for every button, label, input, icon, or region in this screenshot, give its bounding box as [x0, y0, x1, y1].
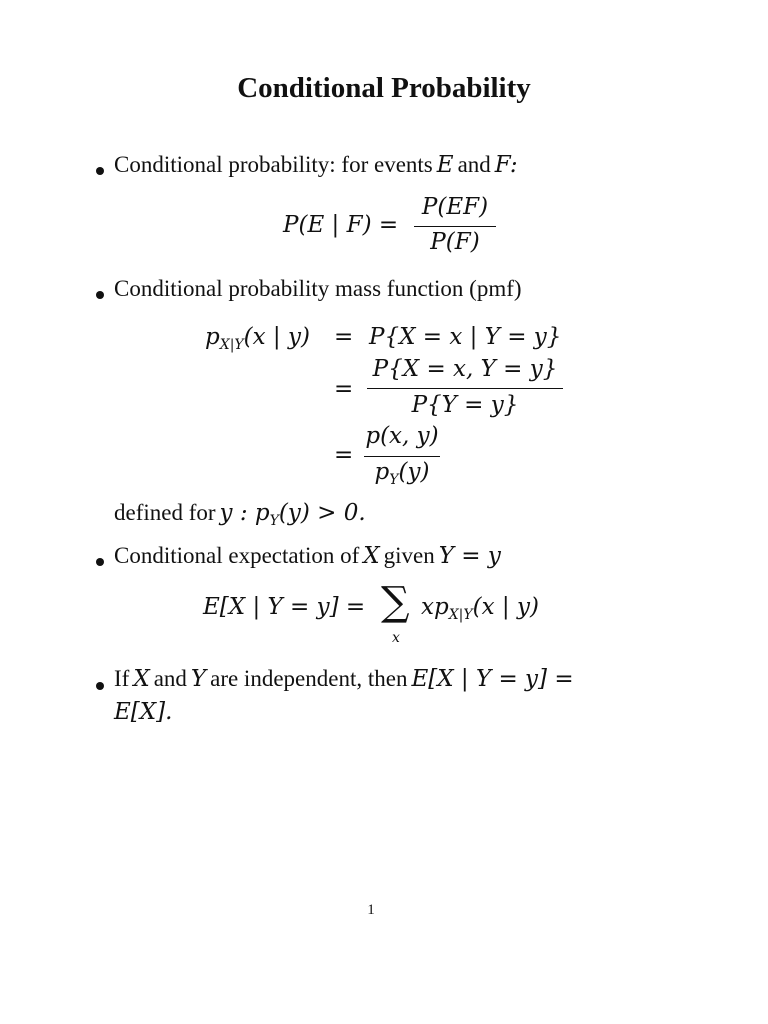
pmf-line3-den-rest: (y) [398, 459, 430, 485]
bullet-4-dot [96, 682, 104, 690]
pmf-line3-den-p: p [374, 459, 390, 485]
cond-prob-lhs: P(E | F) = [283, 212, 399, 238]
expectation-rhs-sub: X|Y [448, 607, 473, 623]
bullet-4-line-2: E[X]. [114, 699, 173, 725]
bullet-1-dot [96, 167, 104, 175]
pmf-line3-denominator [364, 459, 440, 488]
pmf-eq-3: = [334, 442, 354, 468]
pmf-lhs-p: p [205, 324, 220, 350]
summation-index: x [392, 630, 400, 646]
defined-for-line [114, 500, 366, 529]
bullet-3-line [114, 543, 501, 569]
pmf-line3-numerator: p(x, y) [365, 423, 439, 449]
pmf-eq-1: = [334, 324, 354, 350]
pmf-line2-fraction-bar [367, 388, 563, 389]
bullet-4-var-x: X [133, 666, 150, 692]
defined-for-sub: Y [269, 513, 279, 529]
defined-for-rest: (y) > 0. [278, 500, 366, 526]
bullet-4-line-1 [114, 666, 574, 692]
pmf-line3-fraction-bar [364, 456, 440, 457]
bullet-3-given: given [383, 543, 435, 568]
bullet-4-var-y: Y [190, 666, 207, 692]
expectation-lhs: E[X | Y = y] = [203, 594, 366, 620]
expectation-rhs-p: xp [421, 594, 449, 620]
var-f: F: [494, 152, 518, 178]
bullet-3-text: Conditional expectation of [114, 543, 360, 568]
pmf-line2-denominator: P{Y = y} [411, 392, 519, 418]
pmf-line1-rhs: P{X = x | Y = y} [369, 324, 562, 350]
bullet-1-line [114, 152, 518, 178]
pmf-lhs [205, 324, 310, 353]
bullet-2-dot [96, 291, 104, 299]
page-number: 1 [367, 902, 375, 918]
bullet-2-text: Conditional probability mass function (pmf) [114, 276, 522, 301]
pmf-lhs-rest: (x | y) [243, 324, 310, 350]
expectation-rhs-rest: (x | y) [472, 594, 539, 620]
bullet-1-text: Conditional probability: for events [114, 152, 433, 177]
defined-for-math: y : p [219, 500, 270, 526]
pmf-lhs-sub: X|Y [219, 337, 244, 353]
bullet-4-if: If [114, 666, 130, 691]
bullet-3-cond: Y = y [438, 543, 501, 569]
cond-prob-numerator: P(EF) [421, 194, 489, 220]
bullet-3-var-x: X [363, 543, 380, 569]
pmf-line3-den-sub: Y [389, 472, 399, 488]
bullet-1-and: and [457, 152, 491, 177]
page-title: Conditional Probability [237, 72, 531, 104]
cond-prob-denominator: P(F) [430, 229, 480, 255]
pmf-eq-2: = [334, 376, 354, 402]
pmf-line2-numerator: P{X = x, Y = y} [372, 356, 558, 382]
defined-for-text: defined for [114, 500, 216, 525]
bullet-4-expr: E[X | Y = y] = [411, 666, 574, 692]
bullet-3-dot [96, 558, 104, 566]
bullet-4-middle: are independent, then [210, 666, 408, 691]
expectation-rhs [421, 594, 539, 623]
summation-sign: ∑ [381, 579, 410, 625]
cond-prob-fraction-bar [414, 226, 496, 227]
bullet-4-and: and [153, 666, 187, 691]
var-e: E [436, 152, 454, 178]
